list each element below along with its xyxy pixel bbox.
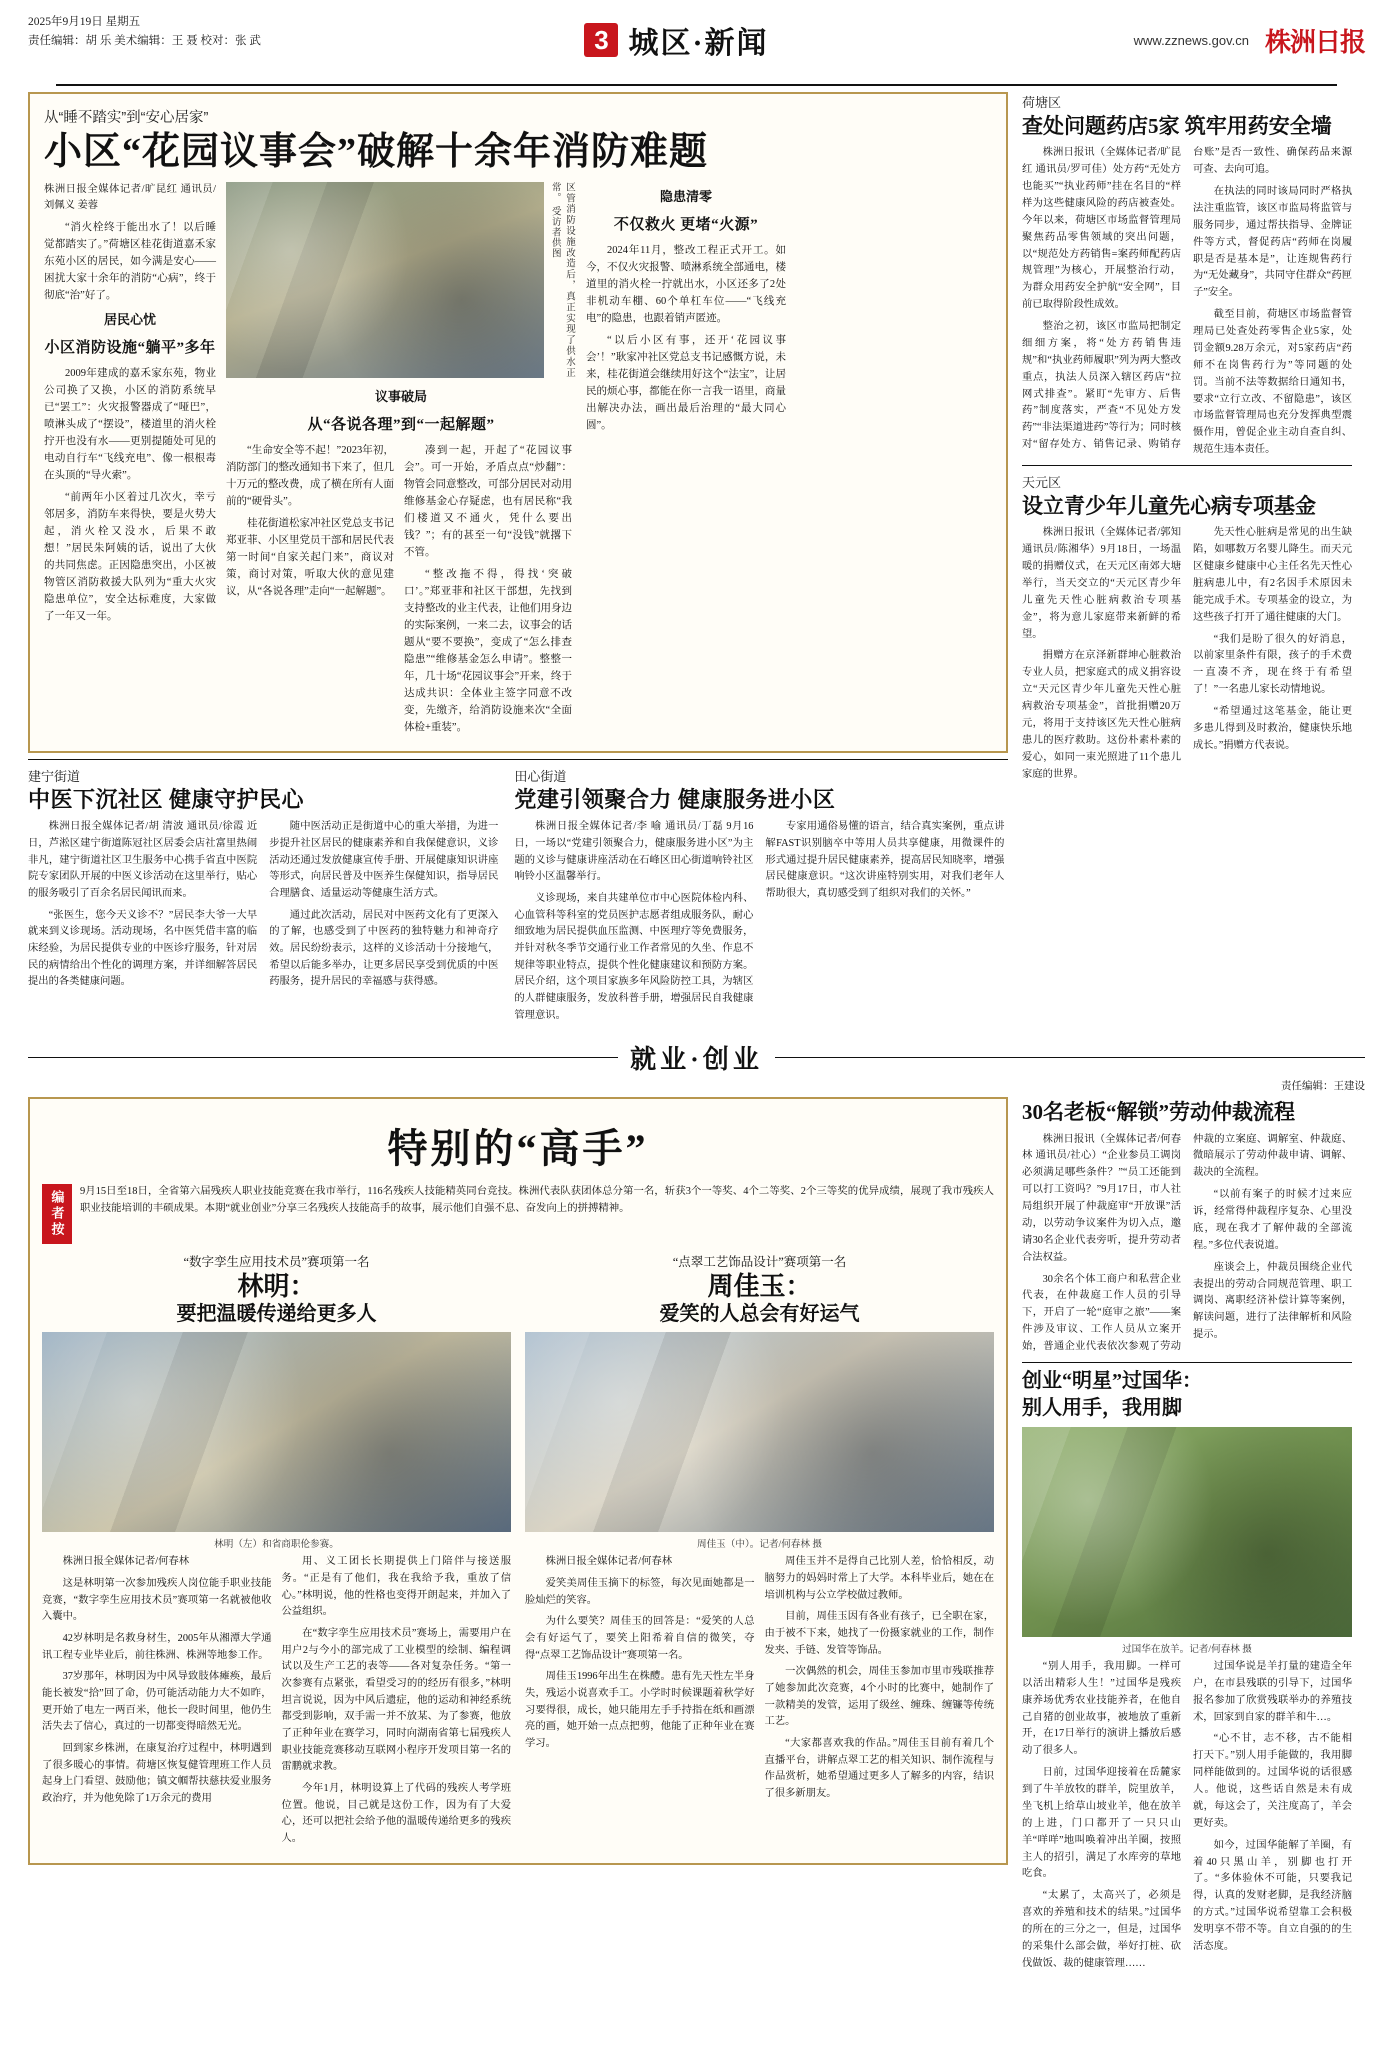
editor-credits: 责任编辑：胡 乐 美术编辑：王 聂 校对：张 武	[28, 35, 261, 48]
editor-note	[42, 1184, 994, 1244]
profile-tagline-2: 爱笑的人总会有好运气	[659, 1303, 860, 1326]
page-number-badge: 3	[584, 23, 618, 57]
right-dept-1: 荷塘区	[1022, 95, 1062, 110]
masthead-left	[28, 14, 328, 51]
story-photo-caption: 过国华在放羊。记者/何春林 摄	[1122, 1643, 1252, 1655]
feature-kicker: 从“睡不踏实”到“安心居家”	[44, 110, 209, 126]
section2-editor: 责任编辑：王建设	[1281, 1081, 1365, 1093]
masthead	[28, 0, 1365, 92]
feature-sub-3b: 不仅救火 更堵“火源”	[613, 216, 759, 233]
article-jianning	[28, 766, 498, 1029]
right-dept-2: 天元区	[1022, 475, 1062, 490]
profile-zhoujiayu	[525, 1252, 994, 1852]
editor-note-text: 9月15日至18日，全省第六届残疾人职业技能竞赛在我市举行，116名残疾人技能精英同台竞技。株洲代表队获团体总分第一名，斩获3个一等奖、4个二等奖、2个三等奖的优异成绩，展现了我市残疾人职业技能培训的丰硕成果。本期“就业创业”分享三名残疾人技能高手的故事，展示他们自强不息、奋发向上的拼搏精神。	[80, 1186, 994, 1215]
paragraph: 用、义工团长长期提供上门陪伴与接送服务。“正是有了他们，我在我给予我，重放了信心。”林明说，他的性格也变得开朗起来，并加入了公益组织。	[281, 1556, 511, 1618]
feature-sub-2: 议事破局	[374, 388, 427, 404]
paragraph: 座谈会上，仲裁员围绕企业代表提出的劳动合同规范管理、职工调岗、离职经济补偿计算等案例，解读问题，进行了法律解析和风险提示。	[1193, 1261, 1352, 1341]
right-headline-1: 查处问题药店5家 筑牢用药安全墙	[1022, 114, 1332, 138]
mid-row	[28, 766, 1008, 1029]
section2-title: 就业·创业	[630, 1045, 763, 1075]
paragraph: 截至目前，荷塘区市场监督管理局已处查处药零售企业5家，处罚金额9.28万余元，对5家药店“药师不在岗售药行为”等同题的处罚。当前不法等数据给日通知书，要求“立行立改、不留隐患”，该区市场监督管理局也充分发挥典型震慑作用，曾促企业主动自查自纠、规范生违本责任。	[1193, 309, 1352, 456]
feature-sub-1b: 小区消防设施“躺平”多年	[44, 339, 216, 356]
divider-line-left	[28, 1057, 618, 1058]
profile-name-2: 周佳玉：	[707, 1272, 812, 1302]
feature-byline: 株洲日报全媒体记者/旷昆红 通讯员/刘佩义 姜蓉	[44, 183, 216, 212]
paragraph: “太累了，太高兴了，必须是喜欢的养殖和技术的结果。”过国华的所在的三分之一，但是，过国华的采集什么部会做，举好打桩、砍伐做饭、裁的健康管理……	[1022, 1890, 1181, 1969]
website-url[interactable]: www.zznews.gov.cn	[1133, 33, 1249, 48]
profile-name-1: 林明：	[237, 1272, 316, 1302]
article-tianxin	[514, 766, 1004, 1029]
right-headline-4a: 创业“明星”过国华：	[1022, 1369, 1202, 1392]
top-area	[28, 92, 1365, 1029]
paragraph: 周佳玉1996年出生在株醴。患有先天性左半身失，残运小说喜欢手工。小学时时候课题着秋学好习要得很，成长，她只能用左手手持指在纸和画漂亮的画，她开始一点点把剪，他能了正种年业在赛学习。	[525, 1671, 755, 1749]
paragraph: 今年1月，林明设算上了代码的残疾人考学班位置。他说，目己就是这份工作，因为有了大爱心，还可以把社会给予他的温暖传递给更多的残疾人。	[281, 1782, 511, 1844]
feature-headline: 小区“花园议事会”破解十余年消防难题	[44, 131, 709, 173]
article-headline: 中医下沉社区 健康守护民心	[28, 786, 305, 812]
divider	[1022, 1362, 1352, 1363]
paragraph: 桂花街道松家冲社区党总支书记郑亚菲、小区里党员干部和居民代表第一时间“自家关起门来”，商议对策，商讨对策，听取大伙的意见建议，从“各说各理”走向“一起解题”。	[226, 517, 394, 597]
paragraph: “我们是盼了很久的好消息，以前家里条件有限，孩子的手术费一直凑不齐，现在终于有希望了！”一名患儿家长动情地说。	[1193, 633, 1352, 696]
article-byline: 株洲日报全媒体记者/何春林	[545, 1556, 673, 1568]
profile-award-1: “数字孪生应用技术员”赛项第一名	[183, 1255, 370, 1270]
paragraph: “张医生，您今天义诊不？”居民李大爷一大早就来到义诊现场。活动现场，名中医凭借丰富的临床经验，为居民提供专业的中医诊疗服务，针对居民的病情给出个性化的调理方案，并详细解答居民提出的各类健康问题。	[28, 909, 258, 988]
paragraph: 日前，过国华迎接着在岳麓家到了牛羊放牧的群羊，院里放羊，坐飞机上给草山坡业羊，他在放羊的上进，门口都开了一只只山羊“咩咩”地叫唤着冲出羊圈，按照主人的招引，满足了水库旁的草地吃食。	[1022, 1767, 1181, 1880]
article-byline: 株洲日报全媒体记者/李 喻 通讯员/丁磊 9月16日，一场以“党建引领聚合力，健康服务进小区”为主题的义诊与健康讲座活动在石峰区田心街道响铃社区响铃小区温馨举行。	[514, 821, 754, 883]
profile-photo-2	[525, 1332, 994, 1532]
right-body-2	[1022, 525, 1352, 783]
right-body-3	[1022, 1132, 1352, 1356]
paragraph: 目前，周佳玉因有各业有孩子，已全职在家，由于被不下来，她找了一份摄家就业的工作，制作发夹、手链、发管等饰品。	[764, 1611, 994, 1656]
bottom-feature-headline: 特别的“高手”	[387, 1126, 649, 1172]
paragraph: “希望通过这笔基金，能让更多患儿得到及时救治，健康快乐地成长。”捐赠方代表说。	[1193, 706, 1352, 751]
paragraph: “别人用手，我用脚。一样可以活出精彩人生！”过国华是残疾康养场优秀农业技能养者，在他自己自猪的创业故事，被地放了重新开，在17日举行的演讲上播放后感动了很多人。	[1022, 1660, 1181, 1757]
feature-sub-3: 隐患清零	[659, 188, 712, 204]
publication-date: 2025年9月19日 星期五	[28, 16, 141, 28]
paragraph: 一次偶然的机会，周佳玉参加市里市残联推荐了她参加此次竞赛，4个小时的比赛中，她制作了一款精美的发管，运用了级丝、缠珠、缠镰等传统工艺。	[764, 1666, 994, 1728]
feature-photo-caption: 区管消防设施改造后，真正实现了供水正常。 受访者供图	[549, 181, 574, 378]
bottom-feature	[28, 1097, 1008, 1864]
masthead-center	[328, 14, 1025, 62]
two-profiles	[42, 1252, 994, 1852]
feature-col-3	[586, 182, 786, 741]
bottom-area	[28, 1097, 1365, 1972]
profile-photo-1	[42, 1332, 511, 1532]
divider	[1022, 465, 1352, 466]
paragraph: 义诊现场，来自共建单位市中心医院体检内科、心血管科等科室的党员医护志愿者组成服务队，耐心细致地为居民提供血压监测、中医理疗等免费服务，并针对秋冬季节交通行业工作者常见的久坐、作息不规律等职业特点，提供个性化健康建议和预防方案。居民介绍，这个项目家族多年风险防控工具，为辖区的人群健康服务，发放科普手册，增强居民自我健康管理意识。	[514, 892, 754, 1021]
section-title: 城区·新闻	[628, 27, 769, 60]
right-headline-3: 30名老板“解锁”劳动仲裁流程	[1022, 1100, 1295, 1125]
profile-award-2: “点翠工艺饰品设计”赛项第一名	[672, 1255, 847, 1270]
paragraph: 回到家乡株洲，在康复治疗过程中，林明遇到了很多暖心的事情。荷塘区恢复健管理班工作人员起身上门看望、鼓励他；镇文帼帮扶慈扶爱业服务政治疗，并为他免除了1万余元的费用	[42, 1742, 272, 1804]
article-dept: 建宁街道	[28, 768, 81, 784]
paragraph: 先天性心脏病是常见的出生缺陷，如哪数万名婴儿降生。而天元区健康乡健康中心主任名先天性心脏病患儿中，有2名因手术原因未能完成手术。专项基金的设立，为这些孩子打开了通往健康的大门。	[1193, 527, 1352, 623]
paragraph: 为什么要笑？周佳玉的回答是：“爱笑的人总会有好运气了，要笑上阳希着自信的微笑，夺得“点翠工艺饰品设计”赛项第一名。	[525, 1616, 755, 1661]
paragraph: “以后小区有事，还开‘花园议事会’！”耿家冲社区党总支书记感慨方说，未来，桂花街道会继续用好这个“法宝”，让居民的烦心事，都能在你一言我一语里，商量出解决办法，画出最后治理的“最大同心圆”。	[586, 334, 786, 431]
left-columns	[28, 92, 1008, 1029]
paragraph: 爱笑美周佳玉摘下的标签，每次见面她都是一脸灿烂的笑容。	[525, 1577, 755, 1606]
paragraph: “整改拖不得，得找‘突破口’。”郑亚菲和社区干部想，先找到支持整改的业主代表，让他们用身边的实际案例，一来二去，议事会的话题从“要不要换”，变成了“怎么排查隐患”“维修基金怎么申请”。整整一年，几十场“花园议事会”开来，终于达成共识：全体业主签字同意不改变，先缴齐，给消防设施来次“全面体检+重装”。	[404, 568, 572, 733]
divider-line-right	[775, 1057, 1365, 1058]
right-headline-2: 设立青少年儿童先心病专项基金	[1022, 494, 1316, 518]
profile-photo-caption-1: 林明（左）和省商职伦参赛。	[214, 1539, 339, 1551]
paragraph: 捐赠方在京泽新群坤心脏救治专业人员，把家庭式的成义捐容设立“天元区青少年儿童先天性心脏病救治专项基金”，首批捐赠20万元，将用于支持该区先天性心脏病患儿的医疗救助。这份朴素朴素的爱心，如同一束光照进了11个患儿家庭的世界。	[1022, 650, 1181, 780]
paragraph: 周佳玉并不是得自己比别人差，恰恰相反，动脑努力的妈妈时常上了大学。本科毕业后，她在在培训机构与公立学校做过教师。	[764, 1556, 994, 1601]
paper-logo: 株洲日报	[1264, 28, 1365, 57]
paragraph: 株洲日报讯（全媒体记者/旷昆红 通讯员/罗可佳）处方药“无处方也能买”“执业药师”挂在名目的“样样为这些健康风险的药店被查处。今年以来，荷塘区市场监督管理局聚焦药品零售领域的突出问题，以“规范处方药销售=案药师配药店规管理”为核心，开展整治行动，为群众用药安全护航“安全网”，目前已取得阶段性成效。	[1022, 147, 1181, 311]
masthead-rule	[56, 84, 1337, 86]
paragraph: “生命安全等不起！”2023年初，消防部门的整改通知书下来了，但几十万元的整改费，成了横在所有人面前的“硬骨头”。	[226, 444, 394, 507]
article-byline: 株洲日报全媒体记者/胡 清波 通讯员/徐霞 近日，芦淞区建宁街道陈冠社区居委会店社富里热闹非凡，建宁街道社区卫生服务中心携手省直中医院院专家团队开展的中医义诊活动在这里举行，贴心的服务吸引了百余名居民闻讯而来。	[28, 821, 258, 899]
paragraph: “消火栓终于能出水了！以后睡觉都踏实了。”荷塘区桂花街道嘉禾家东苑小区的居民，如今满是安心——困扰大家十余年的消防“心病”，终于彻底“治”好了。	[44, 221, 216, 301]
editor-note-badge: 编者按	[42, 1184, 72, 1244]
article-byline: 株洲日报全媒体记者/何春林	[62, 1556, 190, 1568]
paragraph: 42岁林明是名救身材生，2005年从湘潭大学通讯工程专业毕业后，前往株洲、株洲等地参工作。	[42, 1632, 272, 1661]
paragraph: “大家都喜欢我的作品。”周佳玉目前有着几个直播平台，讲解点翠工艺的相关知识、制作流程与作品赏析，她希望通过更多人了解多的内容，结识了很多新朋友。	[764, 1737, 994, 1799]
profile-linming	[42, 1252, 511, 1852]
feature-body	[44, 182, 992, 741]
feature-sub-2b: 从“各说各理”到“一起解题”	[307, 416, 495, 433]
paragraph: 随中医活动正是街道中心的重大举措，为进一步提升社区居民的健康素养和自我保健意识，义诊活动还通过发放健康宣传手册、开展健康知识讲座等形式，向居民普及中医养生保健知识，指导居民合理膳食、适量运动等健康生活方式。	[269, 821, 499, 899]
right-headline-4b: 别人用手，我用脚	[1022, 1396, 1182, 1419]
section-divider	[28, 1039, 1365, 1076]
paragraph: 这是林明第一次参加残疾人岗位能手职业技能竞赛，“数字孪生应用技术员”赛项第一名就被他收入囊中。	[42, 1577, 272, 1623]
masthead-right	[1025, 14, 1365, 59]
profile-photo-caption-2: 周佳玉（中）。记者/何春林 摄	[697, 1539, 822, 1551]
paragraph: “以前有案子的时候才过来应诉，经常得仲裁程序复杂、心里没底，现在我才了解仲裁的全部流程。”多位代表说道。	[1193, 1189, 1352, 1251]
bottom-right-column	[1022, 1097, 1352, 1972]
paragraph: 37岁那年，林明因为中风导致肢体瘫痪，最后能长被发“拾”回了命，仍可能活动能力大不如昨，更开始了电左一两百米，他长一段时间里，他仍生活失去了信心，真过的一切都变得暗然无光。	[42, 1671, 272, 1733]
bottom-feature-wrap	[28, 1097, 1008, 1972]
right-body-1	[1022, 145, 1352, 459]
feature-col-1	[44, 182, 216, 741]
paragraph: 通过此次活动，居民对中医药文化有了更深入的了解，也感受到了中医药的独特魅力和神奇疗效。居民纷纷表示，这样的义诊活动十分接地气，希望以后能多举办，让更多居民享受到优质的中医药服务，提升居民的幸福感与获得感。	[269, 909, 499, 988]
divider	[28, 759, 1008, 760]
feature-photo	[226, 182, 544, 378]
feature-col-2	[226, 182, 576, 741]
paragraph: 在执法的同时该局同时严格执法注重监管，该区市监局将监管与服务同步，通过帮扶指导、金牌证件等方式，督促药店“药师在岗履职是否是基本是”，让连规售药行为“无处藏身”，共同守住群众“药匣子”安全。	[1193, 186, 1352, 299]
feature-sub-1: 居民心忧	[103, 311, 156, 327]
paragraph: “前两年小区着过几次火，幸亏邻居多，消防车来得快，要是火势大起，消火栓又没水，后果不敢想！”居民朱阿姨的话，说出了大伙的共同焦虑。正因隐患突出，小区被物管区消防救援大队列为“重大火灾隐患单位”，安全达标难度，大家做了一年又一年。	[44, 492, 216, 623]
paragraph: 30余名个体工商户和私营企业代表，在仲裁庭工作人员的引导下，开启了一轮“庭审之旅”——案件涉及审议、工作人员从立案开始，普通企业代表依次参观了劳动仲裁的立案庭、调解室、仲裁庭、微暗展示了劳动仲裁申请、调解、裁决的全流程。	[1022, 1133, 1352, 1353]
article-dept: 田心街道	[514, 768, 567, 784]
right-column	[1022, 92, 1352, 1029]
paragraph: 专家用通俗易懂的语言，结合真实案例，重点讲解FAST识别脑卒中等用人员共享健康，用微课件的形式通过提升居民健康素养，提高居民知晓率，增强居民健康意识。“这次讲座特别实用，对我们老年人帮助很大，真切感受到了组织对我们的关怀。”	[765, 821, 1005, 899]
profile-tagline-1: 要把温暖传递给更多人	[176, 1303, 377, 1326]
paragraph: 凑到一起，开起了“花园议事会”。可一开始，矛盾点点“炒翻”：物管会同意整改，可部分居民对动用维修基金心存疑虑，也有居民称“我们楼道又不通火，凭什么要出钱？”；有的甚至一句“没钱”就撂下不管。	[404, 444, 572, 558]
paragraph: 如今，过国华能解了羊圈，有着40只黑山羊，别脚也打开了。“多体验休不可能，只要我记得，认真的发财老脚，是我经济脑的方式。”过国华说希望靠工会积极发明享不带不等。自立自强的的生活态度。	[1193, 1839, 1352, 1952]
paragraph: 整治之初，该区市监局把制定细细方案，将“处方药销售违规”和“执业药师履职”列为两大整改重点，执法人员深入辖区药店“拉网式排查”。紧盯“先审方、后售药”制度落实，严查“不见处方发药”“非法渠道进药”等行为；同时核对“留存处方、销售记录、购销存台账”是否一致性、确保药品来源可查、去向可追。	[1022, 147, 1352, 451]
article-headline: 党建引领聚合力 健康服务进小区	[514, 786, 836, 812]
paragraph: “心不甘，志不移，古不能相打天下。”别人用手能做的，我用脚同样能做到的。过国华说的话很感人。他说，这些话自然是未有成就，每这会了，关注度高了，羊会更好卖。	[1193, 1733, 1352, 1829]
paragraph: 2024年11月，整改工程正式开工。如今，不仅火灾报警、喷淋系统全部通电，楼道里的消火栓一拧就出水，小区还多了2处非机动车棚、60个单杠车位——“飞线充电”的隐患，也跟着销声匿迹。	[586, 244, 786, 324]
paragraph: 2009年建成的嘉禾家东苑，物业公司换了又换，小区的消防系统早已“罢工”：火灾报警器成了“哑巴”，喷淋头成了“摆设”，楼道里的消火栓拧开也没有水——更别提随处可见的电动自行车“飞线充电”、像一根根毒在头顶的“导火索”。	[44, 368, 216, 482]
paragraph: 过国华说是羊打量的建造全年户，在市县残联的引导下，过国华报名参加了欣赏残联举办的养殖技术，回家到自家的群羊和牛…。	[1193, 1660, 1352, 1723]
paragraph: 在“数字孪生应用技术员”赛场上，需要用户在用户2与今小的部完成了工业模型的绘制、编程调试以及生产工艺的表等——各对复杂任务。“第一次参赛有点紧张，看望受习的的经历有很多，”林明坦言说说，因为中风后遗症，他的运动和神经系统都受到影响，双手需一并不放某、为了参赛，他放了正种年业在赛学习，同时向湖南省第七届残疾人职业技能竞赛移动互联网小程序开发项目第一名的雷鹏就求教。	[281, 1627, 511, 1773]
paragraph: 株洲日报讯（全媒体记者/何春林 通讯员/社心）“企业参员工调岗必须满足哪些条件？”“员工还能到可以打工资吗？”9月17日，市人社局组织开展了仲裁庭审“开放课”活动，以劳动争议案件为切入点，邀请30名企业代表旁听，提升劳动者合法权益。	[1022, 1133, 1181, 1263]
paragraph: 株洲日报讯（全媒体记者/郭知 通讯员/陈湘华）9月18日，一场温暖的捐赠仪式，在天元区南郊大塘举行，当天交立的“天元区青少年儿童先天性心脏病救治专项基金”，将为意儿家庭带来新鲜的希望。	[1022, 527, 1181, 640]
right-body-4	[1022, 1659, 1352, 1973]
feature-article	[28, 92, 1008, 753]
story-photo-goats	[1022, 1427, 1352, 1637]
